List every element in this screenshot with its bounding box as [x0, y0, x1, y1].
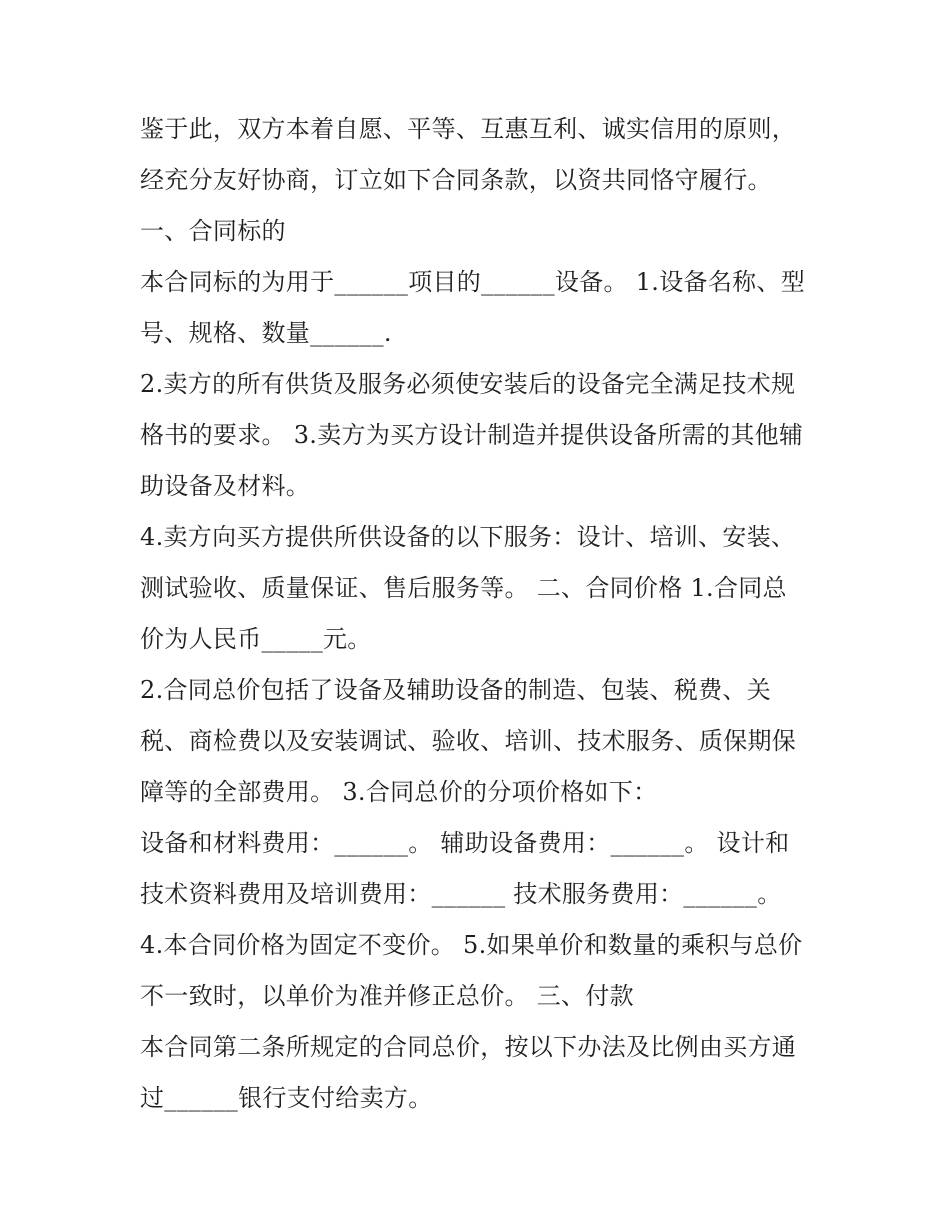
text-line: 不一致时，以单价为准并修正总价。 三、付款 — [140, 982, 634, 1010]
text-line: 本合同第二条所规定的合同总价，按以下办法及比例由买方通 — [140, 1033, 797, 1061]
text-line: 技术资料费用及培训费用：______ 技术服务费用：______。 — [140, 880, 782, 908]
text-line: 经充分友好协商，订立如下合同条款，以资共同恪守履行。 — [140, 166, 772, 194]
text-line: 2.合同总价包括了设备及辅助设备的制造、包装、税费、关 — [140, 676, 771, 704]
text-line: 设备和材料费用：______。 辅助设备费用：______。 设计和 — [140, 829, 790, 857]
text-line: 价为人民币_____元。 — [140, 625, 372, 653]
text-line: 测试验收、质量保证、售后服务等。 二、合同价格 1.合同总 — [140, 574, 787, 602]
text-line: 号、规格、数量______. — [140, 319, 392, 347]
text-line: 障等的全部费用。 3.合同总价的分项价格如下： — [140, 778, 658, 806]
text-line: 4.卖方向买方提供所供设备的以下服务：设计、培训、安装、 — [140, 523, 796, 551]
text-line: 鉴于此，双方本着自愿、平等、互惠互利、诚实信用的原则， — [140, 115, 797, 143]
text-line: 格书的要求。 3.卖方为买方设计制造并提供设备所需的其他辅 — [140, 421, 804, 449]
text-line: 过______银行支付给卖方。 — [140, 1084, 433, 1112]
text-line: 4.本合同价格为固定不变价。 5.如果单价和数量的乘积与总价 — [140, 931, 803, 959]
text-line: 税、商检费以及安装调试、验收、培训、技术服务、质保期保 — [140, 727, 797, 755]
text-line: 助设备及材料。 — [140, 472, 311, 500]
text-line: 2.卖方的所有供货及服务必须使安装后的设备完全满足技术规 — [140, 370, 796, 398]
document-body — [140, 104, 830, 1124]
text-line: 本合同标的为用于______项目的______设备。 1.设备名称、型 — [140, 268, 806, 296]
section-heading: 一、合同标的 — [140, 217, 286, 245]
